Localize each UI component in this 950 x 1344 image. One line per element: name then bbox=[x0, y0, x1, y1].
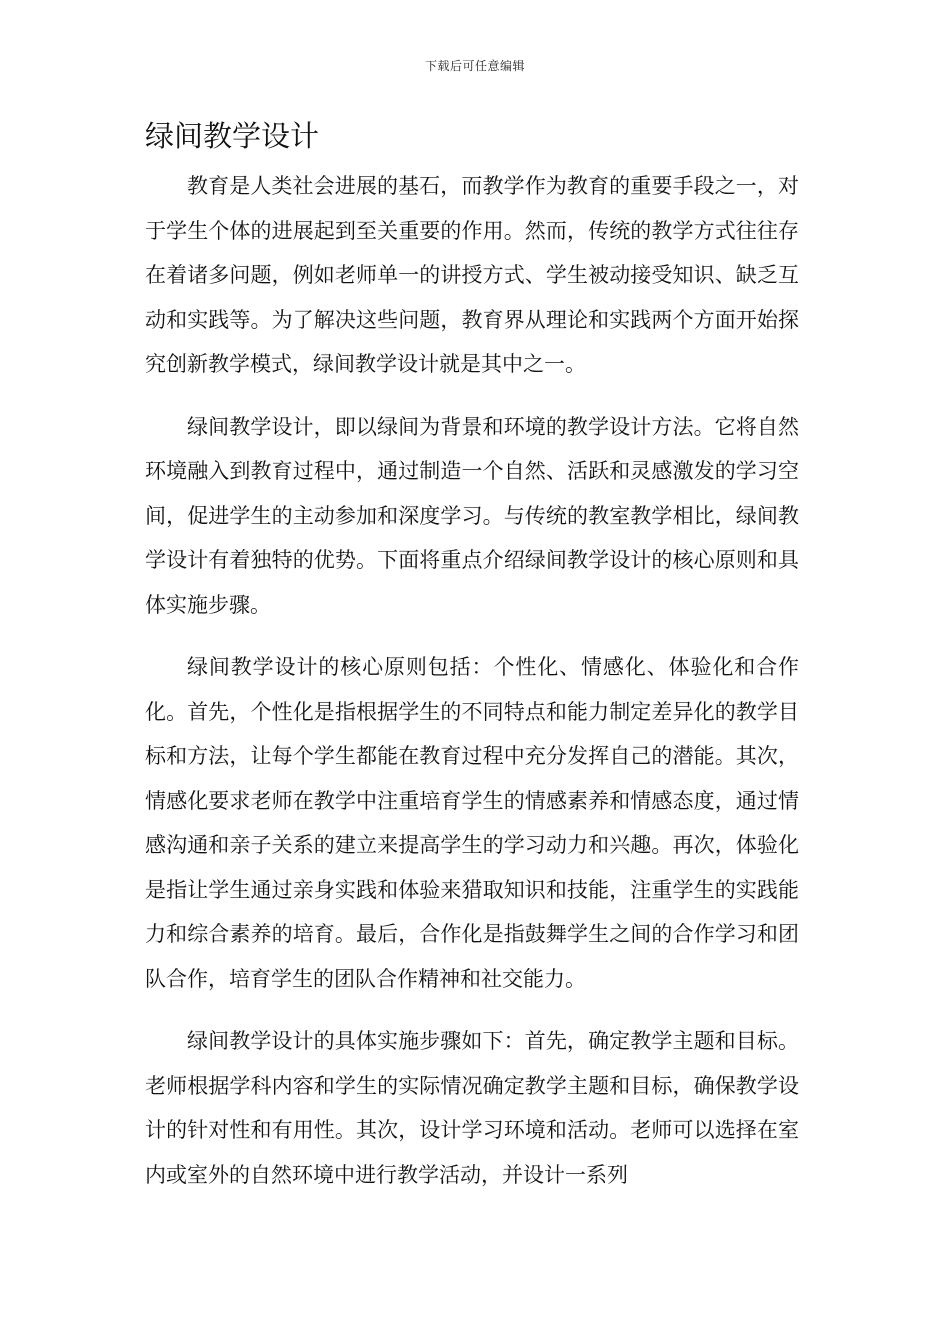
page-header-note: 下载后可任意编辑 bbox=[424, 59, 525, 73]
document-body bbox=[145, 164, 799, 1215]
paragraph-3: 绿间教学设计的核心原则包括：个性化、情感化、体验化和合作化。首先，个性化是指根据学生的不同特点和能力制定差异化的教学目标和方法，让每个学生都能在教育过程中充分发挥自己的潜能。其次，情感化要求老师在教学中注重培育学生的情感素养和情感态度，通过情感沟通和亲子关系的建立来提高学生的学习动力和兴趣。再次，体验化是指让学生通过亲身实践和体验来猎取知识和技能，注重学生的实践能力和综合素养的培育。最后，合作化是指鼓舞学生之间的合作学习和团队合作，培育学生的团队合作精神和社交能力。 bbox=[145, 655, 799, 991]
paragraph-2: 绿间教学设计，即以绿间为背景和环境的教学设计方法。它将自然环境融入到教育过程中，通过制造一个自然、活跃和灵感激发的学习空间，促进学生的主动参加和深度学习。与传统的教室教学相比，绿间教学设计有着独特的优势。下面将重点介绍绿间教学设计的核心原则和具体实施步骤。 bbox=[145, 414, 799, 617]
paragraph-1: 教育是人类社会进展的基石，而教学作为教育的重要手段之一，对于学生个体的进展起到至关重要的作用。然而，传统的教学方式往往存在着诸多问题，例如老师单一的讲授方式、学生被动接受知识、缺乏互动和实践等。为了解决这些问题，教育界从理论和实践两个方面开始探究创新教学模式，绿间教学设计就是其中之一。 bbox=[145, 174, 799, 376]
paragraph-4: 绿间教学设计的具体实施步骤如下：首先，确定教学主题和目标。老师根据学科内容和学生的实际情况确定教学主题和目标，确保教学设计的针对性和有用性。其次，设计学习环境和活动。老师可以选择在室内或室外的自然环境中进行教学活动，并设计一系列 bbox=[145, 1029, 799, 1187]
document-title: 绿间教学设计 bbox=[145, 119, 320, 153]
